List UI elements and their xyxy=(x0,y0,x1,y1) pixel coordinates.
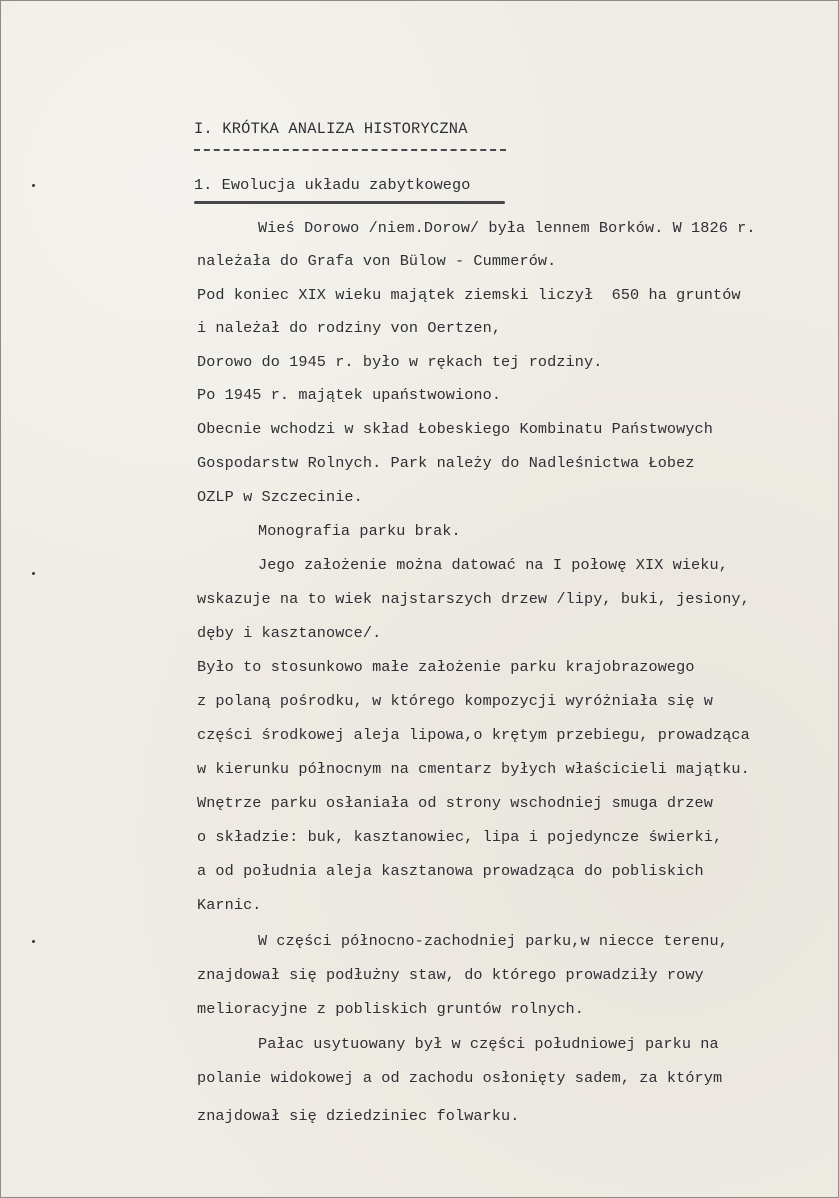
punch-hole-mark xyxy=(32,940,35,943)
body-line: Monografia parku brak. xyxy=(258,522,461,540)
punch-hole-mark xyxy=(32,572,35,575)
title-dashed-underline xyxy=(194,149,506,151)
body-line: dęby i kasztanowce/. xyxy=(197,624,382,642)
punch-hole-mark xyxy=(32,184,35,187)
body-line: Jego założenie można datować na I połowę XIX wieku, xyxy=(258,556,728,574)
subtitle-underline xyxy=(194,201,505,204)
body-line: a od południa aleja kasztanowa prowadząca do pobliskich xyxy=(197,862,704,880)
document-title: I. KRÓTKA ANALIZA HISTORYCZNA xyxy=(194,120,468,138)
body-line: wskazuje na to wiek najstarszych drzew /lipy, buki, jesiony, xyxy=(197,590,750,608)
body-line: Pałac usytuowany był w części południowej parku na xyxy=(258,1035,719,1053)
body-line: znajdował się podłużny staw, do którego prowadziły rowy xyxy=(197,966,704,984)
body-line: Karnic. xyxy=(197,896,262,914)
body-line: OZLP w Szczecinie. xyxy=(197,488,363,506)
body-line: Po 1945 r. majątek upaństwowiono. xyxy=(197,386,502,404)
body-line: należała do Grafa von Bülow - Cummerów. xyxy=(197,252,557,270)
body-line: z polaną pośrodku, w którego kompozycji wyróżniała się w xyxy=(197,692,713,710)
body-line: W części północno-zachodniej parku,w niecce terenu, xyxy=(258,932,728,950)
section-subtitle: 1. Ewolucja układu zabytkowego xyxy=(194,176,471,194)
body-line: części środkowej aleja lipowa,o krętym przebiegu, prowadząca xyxy=(197,726,750,744)
body-line: znajdował się dziedziniec folwarku. xyxy=(197,1107,520,1125)
body-line: Było to stosunkowo małe założenie parku krajobrazowego xyxy=(197,658,695,676)
body-line: w kierunku północnym na cmentarz byłych właścicieli majątku. xyxy=(197,760,750,778)
body-line: melioracyjne z pobliskich gruntów rolnych. xyxy=(197,1000,584,1018)
body-line: Pod koniec XIX wieku majątek ziemski liczył 650 ha gruntów xyxy=(197,286,741,304)
body-line: Dorowo do 1945 r. było w rękach tej rodziny. xyxy=(197,353,603,371)
body-line: i należał do rodziny von Oertzen, xyxy=(197,319,502,337)
body-line: Wieś Dorowo /niem.Dorow/ była lennem Borków. W 1826 r. xyxy=(258,219,756,237)
body-line: o składzie: buk, kasztanowiec, lipa i pojedyncze świerki, xyxy=(197,828,723,846)
body-line: Obecnie wchodzi w skład Łobeskiego Kombinatu Państwowych xyxy=(197,420,713,438)
body-line: polanie widokowej a od zachodu osłonięty sadem, za którym xyxy=(197,1069,723,1087)
body-line: Wnętrze parku osłaniała od strony wschodniej smuga drzew xyxy=(197,794,713,812)
body-line: Gospodarstw Rolnych. Park należy do Nadleśnictwa Łobez xyxy=(197,454,695,472)
